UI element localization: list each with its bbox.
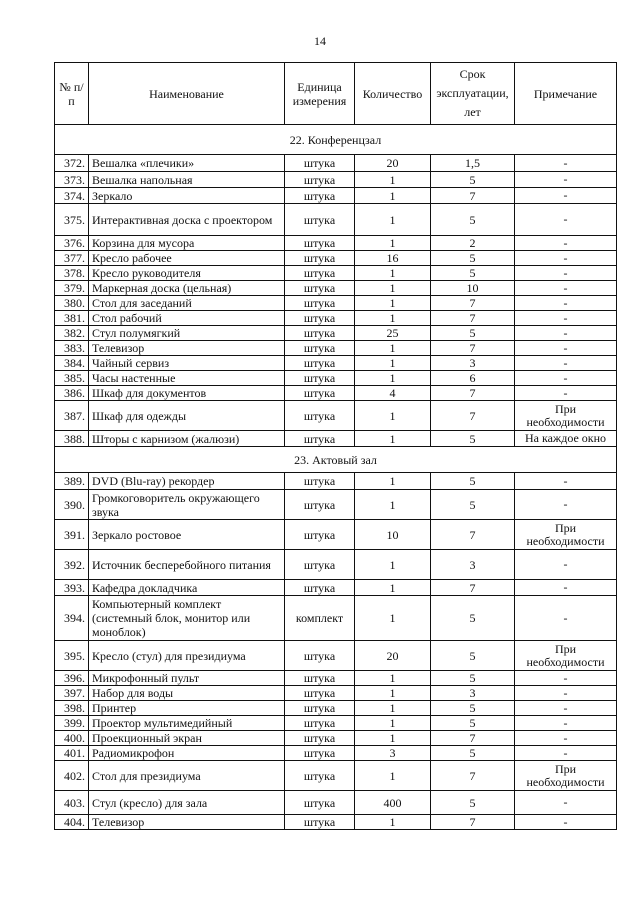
item-note: - [515, 791, 617, 815]
row-number: 383. [55, 341, 89, 356]
item-name: Проектор мультимедийный [89, 716, 285, 731]
item-quantity: 1 [355, 356, 431, 371]
item-name: Кресло руководителя [89, 266, 285, 281]
item-quantity: 1 [355, 731, 431, 746]
row-number: 381. [55, 311, 89, 326]
item-unit: штука [285, 155, 355, 172]
item-name: Корзина для мусора [89, 236, 285, 251]
table-row [55, 326, 617, 341]
item-name: DVD (Blu-ray) рекордер [89, 473, 285, 490]
item-service-life: 7 [431, 188, 515, 204]
item-service-life: 7 [431, 815, 515, 830]
row-number: 385. [55, 371, 89, 386]
item-unit: штука [285, 815, 355, 830]
item-note: - [515, 236, 617, 251]
header-qty: Количество [355, 63, 431, 125]
table-row [55, 716, 617, 731]
item-unit: штука [285, 731, 355, 746]
item-service-life: 3 [431, 356, 515, 371]
item-quantity: 1 [355, 204, 431, 236]
item-name: Источник бесперебойного питания [89, 550, 285, 580]
item-quantity: 10 [355, 520, 431, 550]
item-quantity: 1 [355, 188, 431, 204]
item-name: Часы настенные [89, 371, 285, 386]
item-service-life: 1,5 [431, 155, 515, 172]
item-service-life: 5 [431, 596, 515, 641]
item-unit: штука [285, 671, 355, 686]
item-quantity: 1 [355, 701, 431, 716]
page-number: 14 [314, 34, 326, 48]
item-note: На каждое окно [515, 431, 617, 447]
row-number: 372. [55, 155, 89, 172]
item-quantity: 1 [355, 473, 431, 490]
item-unit: штука [285, 341, 355, 356]
item-quantity: 1 [355, 266, 431, 281]
item-note: - [515, 386, 617, 401]
item-quantity: 20 [355, 641, 431, 671]
table-row [55, 520, 617, 550]
table-row [55, 761, 617, 791]
table-row [55, 686, 617, 701]
table-row [55, 172, 617, 188]
item-quantity: 1 [355, 431, 431, 447]
table-row [55, 580, 617, 596]
item-unit: штука [285, 204, 355, 236]
item-service-life: 5 [431, 204, 515, 236]
table-row [55, 188, 617, 204]
item-unit: штука [285, 281, 355, 296]
row-number: 387. [55, 401, 89, 431]
item-quantity: 3 [355, 746, 431, 761]
item-note: - [515, 746, 617, 761]
item-unit: штука [285, 641, 355, 671]
item-name: Шкаф для документов [89, 386, 285, 401]
item-unit: штука [285, 188, 355, 204]
row-number: 401. [55, 746, 89, 761]
row-number: 373. [55, 172, 89, 188]
row-number: 404. [55, 815, 89, 830]
row-number: 388. [55, 431, 89, 447]
row-number: 403. [55, 791, 89, 815]
item-name: Зеркало ростовое [89, 520, 285, 550]
item-name: Набор для воды [89, 686, 285, 701]
item-service-life: 5 [431, 473, 515, 490]
table-row [55, 596, 617, 641]
item-name: Проекционный экран [89, 731, 285, 746]
item-service-life: 7 [431, 401, 515, 431]
item-name: Интерактивная доска с проектором [89, 204, 285, 236]
item-note: - [515, 371, 617, 386]
item-note: - [515, 550, 617, 580]
item-unit: штука [285, 236, 355, 251]
section-title: 23. Актовый зал [55, 447, 617, 473]
item-unit: комплект [285, 596, 355, 641]
item-service-life: 10 [431, 281, 515, 296]
item-quantity: 1 [355, 550, 431, 580]
row-number: 375. [55, 204, 89, 236]
item-service-life: 7 [431, 296, 515, 311]
item-quantity: 400 [355, 791, 431, 815]
row-number: 380. [55, 296, 89, 311]
item-note: - [515, 188, 617, 204]
item-quantity: 1 [355, 761, 431, 791]
item-service-life: 5 [431, 251, 515, 266]
item-quantity: 1 [355, 671, 431, 686]
item-name: Кресло (стул) для президиума [89, 641, 285, 671]
table-row [55, 671, 617, 686]
item-name: Телевизор [89, 341, 285, 356]
item-service-life: 7 [431, 386, 515, 401]
item-note: - [515, 281, 617, 296]
item-note: При необходимости [515, 761, 617, 791]
item-note: - [515, 473, 617, 490]
item-service-life: 5 [431, 746, 515, 761]
row-number: 397. [55, 686, 89, 701]
header-name: Наименование [89, 63, 285, 125]
item-quantity: 1 [355, 236, 431, 251]
item-service-life: 7 [431, 731, 515, 746]
item-quantity: 1 [355, 490, 431, 520]
item-quantity: 25 [355, 326, 431, 341]
item-unit: штука [285, 311, 355, 326]
item-service-life: 5 [431, 641, 515, 671]
table-row [55, 356, 617, 371]
item-note: - [515, 596, 617, 641]
row-number: 402. [55, 761, 89, 791]
item-unit: штука [285, 386, 355, 401]
item-unit: штука [285, 401, 355, 431]
item-quantity: 20 [355, 155, 431, 172]
item-unit: штука [285, 791, 355, 815]
item-service-life: 5 [431, 266, 515, 281]
item-note: - [515, 671, 617, 686]
item-quantity: 1 [355, 401, 431, 431]
item-note: - [515, 172, 617, 188]
table-row [55, 155, 617, 172]
item-name: Громкоговоритель окружающего звука [89, 490, 285, 520]
item-note: - [515, 580, 617, 596]
item-quantity: 1 [355, 815, 431, 830]
item-note: При необходимости [515, 641, 617, 671]
item-service-life: 3 [431, 550, 515, 580]
row-number: 400. [55, 731, 89, 746]
item-service-life: 5 [431, 326, 515, 341]
table-row [55, 266, 617, 281]
item-name: Стол для заседаний [89, 296, 285, 311]
row-number: 389. [55, 473, 89, 490]
header-unit: Единица измерения [285, 63, 355, 125]
item-unit: штука [285, 580, 355, 596]
item-service-life: 7 [431, 520, 515, 550]
item-name: Шкаф для одежды [89, 401, 285, 431]
table-body [55, 125, 617, 830]
table-row [55, 731, 617, 746]
row-number: 395. [55, 641, 89, 671]
item-service-life: 5 [431, 671, 515, 686]
item-unit: штука [285, 490, 355, 520]
item-note: - [515, 356, 617, 371]
header-term: Срок эксплуатации, лет [431, 63, 515, 125]
item-quantity: 1 [355, 341, 431, 356]
item-name: Вешалка напольная [89, 172, 285, 188]
item-service-life: 5 [431, 172, 515, 188]
table-row [55, 341, 617, 356]
item-unit: штука [285, 761, 355, 791]
item-note: - [515, 716, 617, 731]
table-row [55, 281, 617, 296]
item-note: - [515, 326, 617, 341]
item-name: Вешалка «плечики» [89, 155, 285, 172]
row-number: 398. [55, 701, 89, 716]
item-unit: штука [285, 251, 355, 266]
table-row [55, 701, 617, 716]
item-quantity: 1 [355, 686, 431, 701]
item-unit: штука [285, 716, 355, 731]
item-service-life: 3 [431, 686, 515, 701]
item-unit: штука [285, 356, 355, 371]
row-number: 379. [55, 281, 89, 296]
row-number: 382. [55, 326, 89, 341]
item-name: Микрофонный пульт [89, 671, 285, 686]
table-row [55, 641, 617, 671]
item-unit: штука [285, 371, 355, 386]
item-name: Маркерная доска (цельная) [89, 281, 285, 296]
row-number: 391. [55, 520, 89, 550]
table-row [55, 386, 617, 401]
item-note: - [515, 155, 617, 172]
item-note: - [515, 701, 617, 716]
row-number: 374. [55, 188, 89, 204]
section-title: 22. Конференцзал [55, 125, 617, 155]
table-row [55, 296, 617, 311]
item-quantity: 1 [355, 716, 431, 731]
row-number: 386. [55, 386, 89, 401]
table-row [55, 401, 617, 431]
item-unit: штука [285, 326, 355, 341]
row-number: 390. [55, 490, 89, 520]
item-name: Шторы с карнизом (жалюзи) [89, 431, 285, 447]
item-name: Чайный сервиз [89, 356, 285, 371]
header-note: Примечание [515, 63, 617, 125]
item-note: - [515, 490, 617, 520]
item-name: Принтер [89, 701, 285, 716]
table-row [55, 791, 617, 815]
equipment-table [54, 62, 617, 830]
row-number: 399. [55, 716, 89, 731]
table-row [55, 371, 617, 386]
item-service-life: 5 [431, 716, 515, 731]
item-service-life: 2 [431, 236, 515, 251]
row-number: 378. [55, 266, 89, 281]
item-service-life: 5 [431, 431, 515, 447]
item-service-life: 5 [431, 701, 515, 716]
table-row [55, 490, 617, 520]
item-quantity: 1 [355, 296, 431, 311]
item-note: - [515, 731, 617, 746]
item-note: - [515, 251, 617, 266]
table-row [55, 431, 617, 447]
table-row [55, 550, 617, 580]
item-note: При необходимости [515, 520, 617, 550]
item-note: - [515, 204, 617, 236]
item-service-life: 7 [431, 761, 515, 791]
item-note: При необходимости [515, 401, 617, 431]
table-row [55, 815, 617, 830]
row-number: 392. [55, 550, 89, 580]
item-unit: штука [285, 746, 355, 761]
item-name: Кресло рабочее [89, 251, 285, 266]
item-quantity: 1 [355, 596, 431, 641]
item-name: Стол для президиума [89, 761, 285, 791]
table-row [55, 473, 617, 490]
row-number: 394. [55, 596, 89, 641]
item-service-life: 7 [431, 311, 515, 326]
item-name: Кафедра докладчика [89, 580, 285, 596]
item-service-life: 7 [431, 580, 515, 596]
row-number: 384. [55, 356, 89, 371]
item-service-life: 5 [431, 791, 515, 815]
item-quantity: 1 [355, 580, 431, 596]
item-unit: штука [285, 431, 355, 447]
item-unit: штука [285, 296, 355, 311]
table-row [55, 236, 617, 251]
item-unit: штука [285, 266, 355, 281]
item-name: Стол рабочий [89, 311, 285, 326]
row-number: 393. [55, 580, 89, 596]
item-quantity: 4 [355, 386, 431, 401]
row-number: 377. [55, 251, 89, 266]
item-note: - [515, 266, 617, 281]
item-unit: штука [285, 686, 355, 701]
table-row [55, 311, 617, 326]
item-note: - [515, 815, 617, 830]
item-quantity: 1 [355, 371, 431, 386]
item-service-life: 7 [431, 341, 515, 356]
item-name: Радиомикрофон [89, 746, 285, 761]
item-quantity: 16 [355, 251, 431, 266]
header-num: № п/п [55, 63, 89, 125]
item-note: - [515, 341, 617, 356]
item-name: Компьютерный комплект (системный блок, монитор или моноблок) [89, 596, 285, 641]
row-number: 376. [55, 236, 89, 251]
item-name: Телевизор [89, 815, 285, 830]
item-note: - [515, 311, 617, 326]
item-note: - [515, 686, 617, 701]
item-unit: штука [285, 172, 355, 188]
item-quantity: 1 [355, 281, 431, 296]
item-service-life: 6 [431, 371, 515, 386]
item-name: Стул (кресло) для зала [89, 791, 285, 815]
item-unit: штука [285, 701, 355, 716]
table-row [55, 746, 617, 761]
table-row [55, 251, 617, 266]
item-note: - [515, 296, 617, 311]
item-quantity: 1 [355, 311, 431, 326]
row-number: 396. [55, 671, 89, 686]
item-service-life: 5 [431, 490, 515, 520]
item-unit: штука [285, 473, 355, 490]
item-unit: штука [285, 550, 355, 580]
table-row [55, 204, 617, 236]
item-quantity: 1 [355, 172, 431, 188]
item-name: Зеркало [89, 188, 285, 204]
item-name: Стул полумягкий [89, 326, 285, 341]
item-unit: штука [285, 520, 355, 550]
